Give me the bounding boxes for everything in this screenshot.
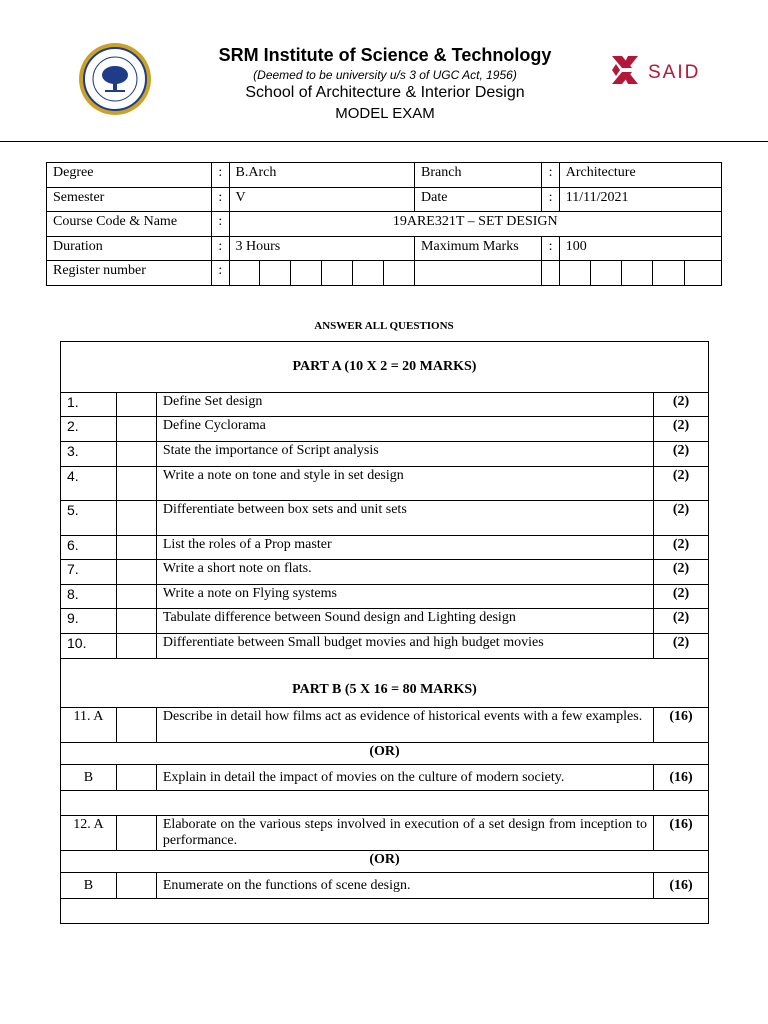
date-label: Date [415,187,542,212]
spacer-cell [61,791,709,816]
degree-value: B.Arch [229,163,415,188]
question-text: Write a short note on flats. [156,560,653,585]
question-marks: (16) [654,765,709,791]
register-digit-box[interactable] [291,261,322,286]
register-label: Register number [47,261,212,286]
table-row [61,417,709,442]
question-number: 5. [61,501,117,536]
semester-value: V [229,187,415,212]
question-number: 3. [61,442,117,467]
spacer-cell [61,899,709,924]
register-digit-box[interactable] [542,261,559,286]
blank-cell [116,442,156,467]
register-digit-box[interactable] [384,261,415,286]
question-text: Enumerate on the functions of scene design. [156,873,653,899]
question-number: 2. [61,417,117,442]
question-number: 1. [61,393,117,417]
said-logo [608,50,728,96]
degree-label: Degree [47,163,212,188]
or-label: (OR) [61,851,709,873]
table-row [61,585,709,609]
register-digit-box[interactable] [622,261,653,286]
blank-cell [116,417,156,442]
question-number: 10. [61,634,117,659]
register-digit-box[interactable] [590,261,621,286]
colon: : [212,261,229,286]
question-text: Define Set design [156,393,653,417]
table-row [61,467,709,501]
part-b-title: PART B (5 X 16 = 80 MARKS) [61,659,709,708]
register-digit-box[interactable] [322,261,353,286]
question-number: 6. [61,536,117,560]
question-marks: (2) [654,585,709,609]
table-row [61,442,709,467]
question-text: Differentiate between box sets and unit sets [156,501,653,536]
info-row-course [47,212,722,237]
table-row [61,501,709,536]
info-row-register [47,261,722,286]
or-row [61,851,709,873]
branch-value: Architecture [559,163,721,188]
question-marks: (2) [654,467,709,501]
colon: : [542,187,559,212]
date-value: 11/11/2021 [559,187,721,212]
question-marks: (2) [654,560,709,585]
blank-cell [116,467,156,501]
question-marks: (16) [654,708,709,743]
exam-title: MODEL EXAM [335,105,435,122]
register-digit-box[interactable] [260,261,291,286]
course-value: 19ARE321T – SET DESIGN [229,212,722,237]
blank-cell [116,609,156,634]
register-digit-box[interactable] [559,261,590,286]
question-number: 12. A [61,816,117,851]
branch-label: Branch [415,163,542,188]
blank-cell [116,816,156,851]
question-marks: (2) [654,393,709,417]
colon: : [212,212,229,237]
question-number: 9. [61,609,117,634]
question-marks: (2) [654,536,709,560]
question-text: Explain in detail the impact of movies on the culture of modern society. [156,765,653,791]
school-name: School of Architecture & Interior Design [245,84,525,101]
table-row [61,873,709,899]
question-text: Tabulate difference between Sound design and Lighting design [156,609,653,634]
question-number: 11. A [61,708,117,743]
question-text: Differentiate between Small budget movies and high budget movies [156,634,653,659]
question-number: B [61,765,117,791]
course-label: Course Code & Name [47,212,212,237]
table-row [61,765,709,791]
blank-cell [116,585,156,609]
question-marks: (16) [654,873,709,899]
or-label: (OR) [61,743,709,765]
blank-cell [116,536,156,560]
srm-seal-icon [78,42,152,116]
duration-value: 3 Hours [229,236,415,261]
question-text: Elaborate on the various steps involved in execution of a set design from inception to performance. [156,816,653,851]
register-digit-box[interactable] [353,261,384,286]
blank-cell [116,393,156,417]
table-row [61,634,709,659]
info-row-semester [47,187,722,212]
duration-label: Duration [47,236,212,261]
register-digit-box[interactable] [653,261,684,286]
institute-name: SRM Institute of Science & Technology [218,45,552,65]
question-text: State the importance of Script analysis [156,442,653,467]
colon: : [212,236,229,261]
said-logo-text: SAID [648,62,701,83]
info-row-degree [47,163,722,188]
question-marks: (2) [654,501,709,536]
colon: : [542,236,559,261]
questions-table [60,341,709,924]
blank-cell [116,765,156,791]
question-marks: (2) [654,417,709,442]
question-number: 8. [61,585,117,609]
part-a-title: PART A (10 X 2 = 20 MARKS) [61,342,709,393]
colon: : [212,163,229,188]
spacer-row [61,899,709,924]
table-row [61,609,709,634]
blank-cell [116,560,156,585]
or-row [61,743,709,765]
deemed-note: (Deemed to be university u/s 3 of UGC Act, 1956) [253,68,517,82]
question-text: Write a note on Flying systems [156,585,653,609]
instruction: ANSWER ALL QUESTIONS [314,320,454,332]
question-marks: (2) [654,609,709,634]
register-digit-box[interactable] [229,261,260,286]
colon: : [212,187,229,212]
max-marks-label: Maximum Marks [415,236,542,261]
register-digit-box[interactable] [415,261,542,286]
table-row [61,536,709,560]
question-number: 4. [61,467,117,501]
part-b-header-row [61,659,709,708]
question-marks: (2) [654,442,709,467]
info-row-duration [47,236,722,261]
table-row [61,560,709,585]
header-divider [0,141,768,142]
part-a-header-row [61,342,709,393]
blank-cell [116,501,156,536]
register-digit-box[interactable] [684,261,721,286]
question-number: 7. [61,560,117,585]
table-row [61,708,709,743]
table-row [61,393,709,417]
blank-cell [116,873,156,899]
semester-label: Semester [47,187,212,212]
max-marks-value: 100 [559,236,721,261]
question-text: List the roles of a Prop master [156,536,653,560]
colon: : [542,163,559,188]
question-marks: (16) [654,816,709,851]
blank-cell [116,634,156,659]
question-text: Define Cyclorama [156,417,653,442]
spacer-row [61,791,709,816]
table-row [61,816,709,851]
question-text: Describe in detail how films act as evidence of historical events with a few examples. [156,708,653,743]
exam-info-table [46,162,722,286]
blank-cell [116,708,156,743]
question-text: Write a note on tone and style in set design [156,467,653,501]
question-number: B [61,873,117,899]
question-marks: (2) [654,634,709,659]
